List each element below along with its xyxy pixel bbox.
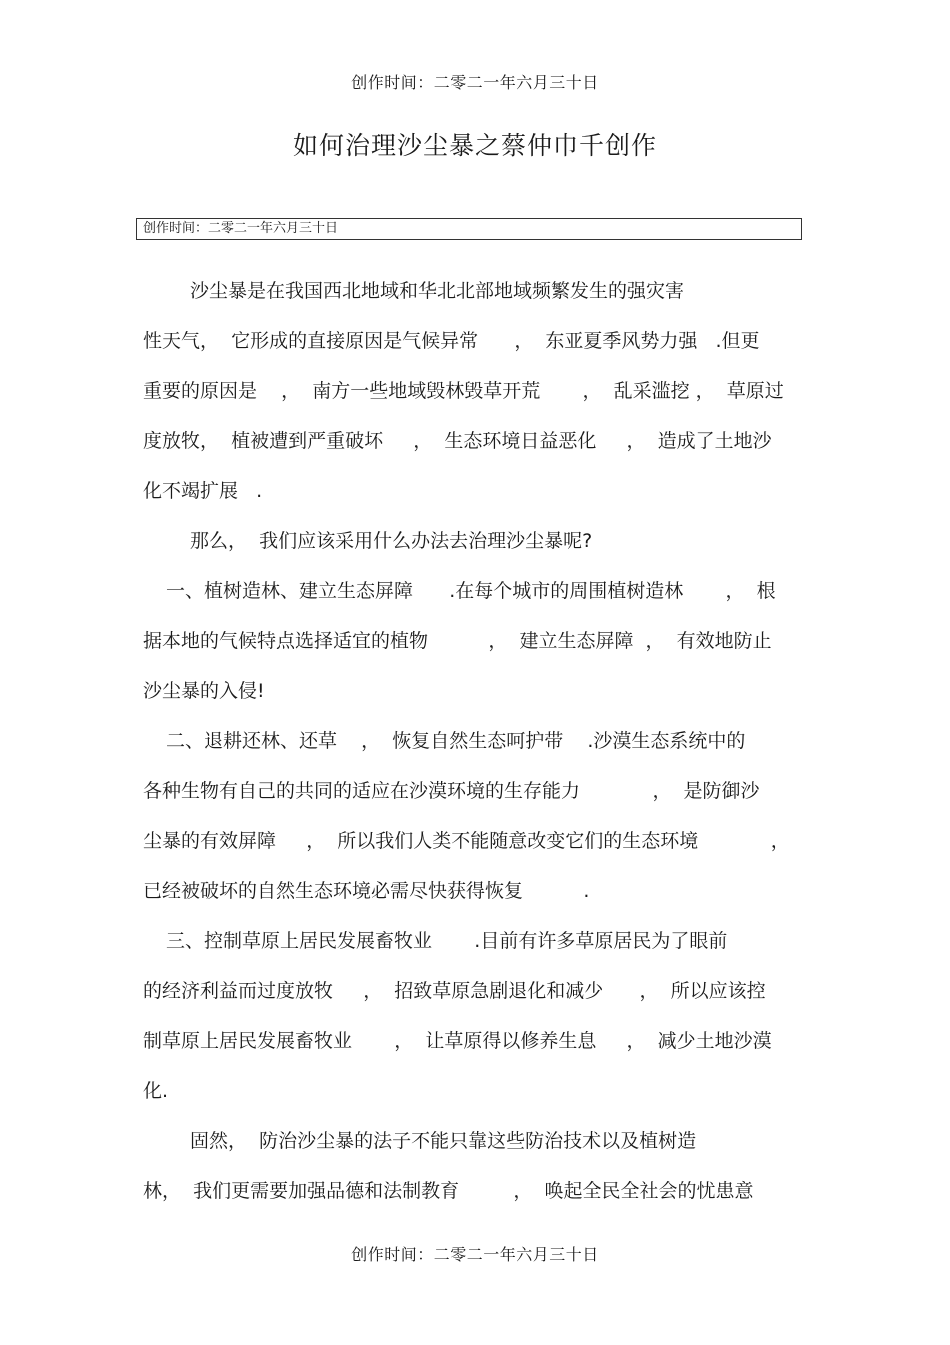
paragraph-line: 二、退耕还林、还草 ， 恢复自然生态呵护带 .沙漠生态系统中的 bbox=[166, 730, 746, 752]
paragraph-line: 制草原上居民发展畜牧业 ， 让草原得以修养生息 ， 减少土地沙漠 bbox=[143, 1030, 772, 1052]
paragraph-line: 一、植树造林、建立生态屏障 .在每个城市的周围植树造林 ， 根 bbox=[166, 580, 776, 602]
paragraph-line: 各种生物有自己的共同的适应在沙漠环境的生存能力 ， 是防御沙 bbox=[143, 780, 760, 802]
paragraph-line: 已经被破坏的自然生态环境必需尽快获得恢复 . bbox=[143, 880, 590, 902]
paragraph-line: 三、控制草原上居民发展畜牧业 .目前有许多草原居民为了眼前 bbox=[166, 930, 728, 952]
document-title: 如何治理沙尘暴之蔡仲巾千创作 bbox=[292, 131, 657, 160]
paragraph-line: 那么， 我们应该采用什么办法去治理沙尘暴呢? bbox=[190, 530, 593, 552]
paragraph-line: 重要的原因是 ， 南方一些地域毁林毁草开荒 ， 乱采滥挖 ， 草原过 bbox=[143, 380, 784, 402]
paragraph-line: 化不竭扩展 . bbox=[143, 480, 263, 502]
page-footer: 创作时间：二零二一年六月三十日 bbox=[351, 1245, 599, 1264]
paragraph-line: 度放牧， 植被遭到严重破坏 ， 生态环境日益恶化 ， 造成了土地沙 bbox=[143, 430, 772, 452]
paragraph-line: 化. bbox=[143, 1080, 169, 1102]
paragraph-line: 尘暴的有效屏障 ， 所以我们人类不能随意改变它们的生态环境 ， bbox=[143, 830, 790, 852]
boxed-creation-date: 创作时间：二零二一年六月三十日 bbox=[136, 218, 802, 240]
paragraph-line: 沙尘暴是在我国西北地域和华北北部地域频繁发生的强灾害 bbox=[190, 280, 685, 302]
paragraph-line: 的经济利益而过度放牧 ， 招致草原急剧退化和减少 ， 所以应该控 bbox=[143, 980, 766, 1002]
paragraph-line: 性天气， 它形成的直接原因是气候异常 ， 东亚夏季风势力强 .但更 bbox=[143, 330, 760, 352]
paragraph-line: 沙尘暴的入侵! bbox=[143, 680, 265, 702]
page-header: 创作时间：二零二一年六月三十日 bbox=[351, 73, 599, 92]
paragraph-line: 固然， 防治沙尘暴的法子不能只靠这些防治技术以及植树造 bbox=[190, 1130, 697, 1152]
paragraph-line: 据本地的气候特点选择适宜的植物 ， 建立生态屏障 ， 有效地防止 bbox=[143, 630, 772, 652]
paragraph-line: 林， 我们更需要加强品德和法制教育 ， 唤起全民全社会的忧患意 bbox=[143, 1180, 754, 1202]
